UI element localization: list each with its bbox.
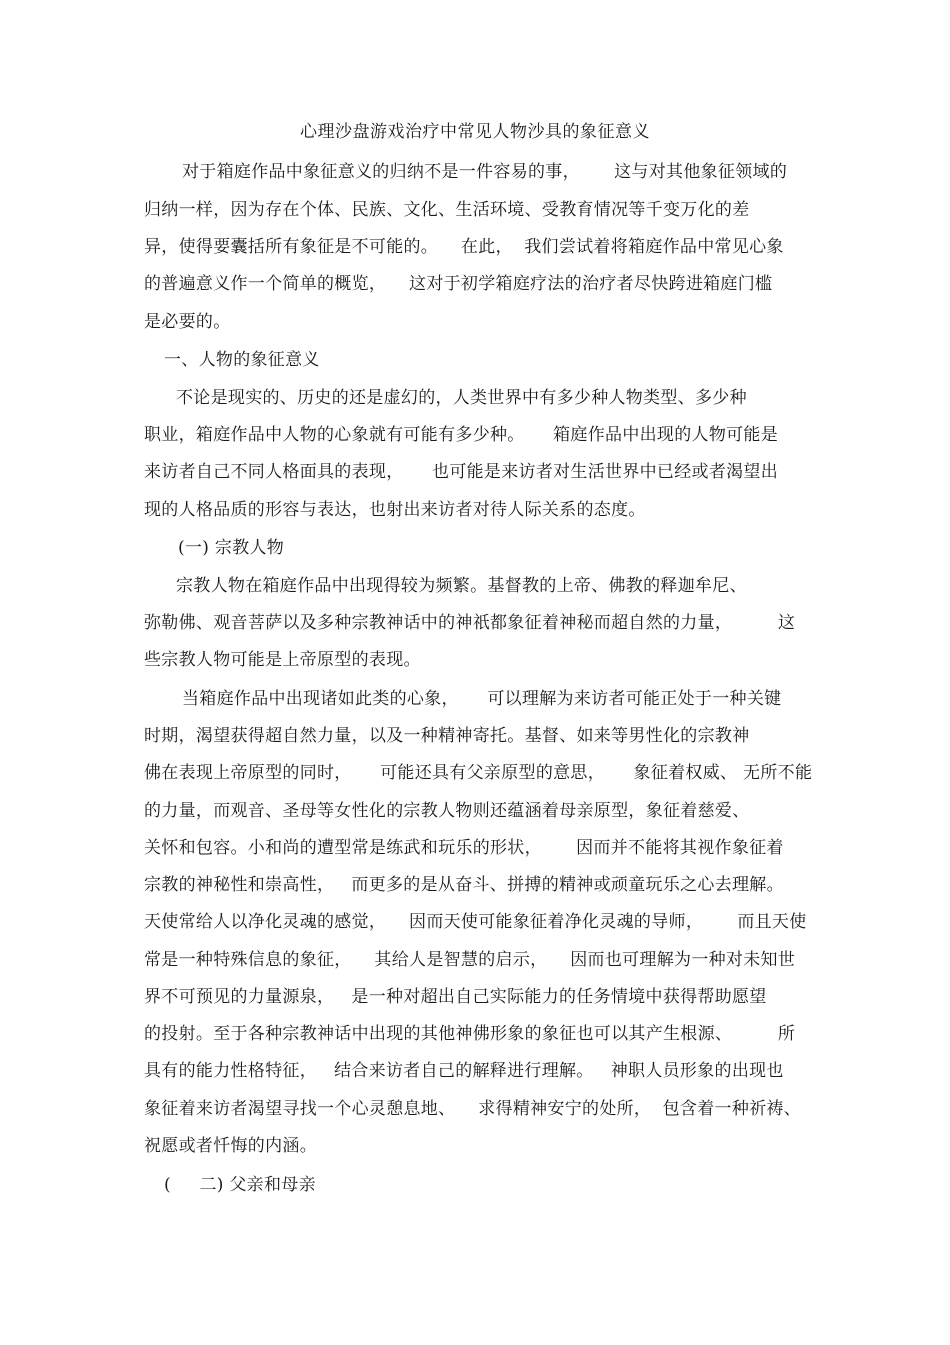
- paragraph-line: 来访者自己不同人格面具的表现， 也可能是来访者对生活世界中已经或者渴望出: [144, 462, 779, 482]
- document-title: 心理沙盘游戏治疗中常见人物沙具的象征意义: [300, 122, 650, 142]
- paragraph-line: 天使常给人以净化灵魂的感觉， 因而天使可能象征着净化灵魂的导师， 而且天使: [144, 912, 807, 932]
- paragraph-line: 对于箱庭作品中象征意义的归纳不是一件容易的事， 这与对其他象征领域的: [182, 162, 788, 182]
- paragraph-line: 祝愿或者忏悔的内涵。: [144, 1136, 317, 1156]
- paragraph-line: 常是一种特殊信息的象征， 其给人是智慧的启示， 因而也可理解为一种对未知世: [144, 950, 796, 970]
- paragraph-line: 具有的能力性格特征， 结合来访者自己的解释进行理解。 神职人员形象的出现也: [144, 1061, 784, 1081]
- subsection-heading: ( 二) 父亲和母亲: [164, 1175, 316, 1195]
- paragraph-line: 的力量，而观音、圣母等女性化的宗教人物则还蕴涵着母亲原型，象征着慈爱、: [144, 801, 750, 821]
- paragraph-line: 异，使得要囊括所有象征是不可能的。 在此， 我们尝试着将箱庭作品中常见心象: [144, 237, 784, 257]
- paragraph-line: 佛在表现上帝原型的同时， 可能还具有父亲原型的意思， 象征着权威、 无所不能: [144, 763, 813, 783]
- paragraph-line: 界不可预见的力量源泉， 是一种对超出自己实际能力的任务情境中获得帮助愿望: [144, 987, 767, 1007]
- paragraph-line: 时期，渴望获得超自然力量，以及一种精神寄托。基督、如来等男性化的宗教神: [144, 726, 750, 746]
- paragraph-line: 象征着来访者渴望寻找一个心灵憩息地、 求得精神安宁的处所， 包含着一种祈祷、: [144, 1099, 802, 1119]
- paragraph-line: 些宗教人物可能是上帝原型的表现。: [144, 650, 421, 670]
- paragraph-line: 职业，箱庭作品中人物的心象就有可能有多少种。 箱庭作品中出现的人物可能是: [144, 425, 779, 445]
- paragraph-line: 的投射。至于各种宗教神话中出现的其他神佛形象的象征也可以其产生根源、 所: [144, 1024, 796, 1044]
- paragraph-line: 归纳一样，因为存在个体、民族、文化、生活环境、受教育情况等千变万化的差: [144, 200, 750, 220]
- paragraph-line: 宗教人物在箱庭作品中出现得较为频繁。基督教的上帝、佛教的释迦牟尼、: [176, 576, 747, 596]
- paragraph-line: 的普遍意义作一个简单的概览， 这对于初学箱庭疗法的治疗者尽快跨进箱庭门槛: [144, 274, 773, 294]
- subsection-heading: (一) 宗教人物: [178, 538, 285, 558]
- paragraph-line: 是必要的。: [144, 312, 231, 332]
- paragraph-line: 当箱庭作品中出现诸如此类的心象， 可以理解为来访者可能正处于一种关键: [182, 689, 782, 709]
- paragraph-line: 宗教的神秘性和崇高性， 而更多的是从奋斗、拼搏的精神或顽童玩乐之心去理解。: [144, 875, 784, 895]
- paragraph-line: 不论是现实的、历史的还是虚幻的，人类世界中有多少种人物类型、多少种: [176, 388, 747, 408]
- section-heading: 一、人物的象征意义: [164, 350, 320, 370]
- paragraph-line: 关怀和包容。小和尚的遭型常是练武和玩乐的形状， 因而并不能将其视作象征着: [144, 838, 784, 858]
- paragraph-line: 现的人格品质的形容与表达，也射出来访者对待人际关系的态度。: [144, 500, 646, 520]
- paragraph-line: 弥勒佛、观音菩萨以及多种宗教神话中的神祇都象征着神秘而超自然的力量， 这: [144, 613, 796, 633]
